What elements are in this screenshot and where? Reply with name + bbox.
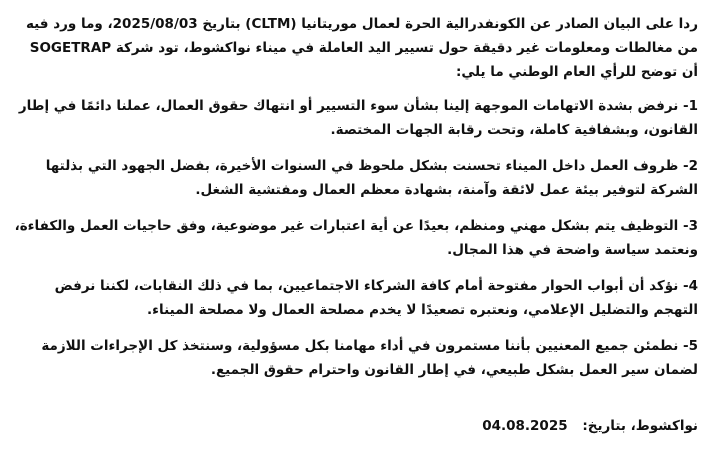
statement-point-3: 3- التوظيف يتم بشكل مهني ومنظم، بعيدًا عن أية اعتبارات غير موضوعية، وفق حاجيات العمل والكفاءة، ونعتمد سياسة واضحة في هذا المجال. bbox=[14, 218, 698, 258]
statement-intro: ردا على البيان الصادر عن الكونفدرالية الحرة لعمال موريتانيا (CLTM) بتاريخ 2025/08/03، وما ورد فيه من مغالطات ومعلومات غير دقيقة حول تسيير اليد العاملة في ميناء نواكشوط، تود شركة SOGETRAP أن توضح للرأي العام الوطني ما يلي: bbox=[25, 16, 698, 80]
statement-footer bbox=[482, 418, 698, 434]
place-and-date-label: نواكشوط، بتاريخ: bbox=[582, 418, 698, 434]
statement-document bbox=[14, 12, 698, 394]
statement-point-1: 1- نرفض بشدة الاتهامات الموجهة إلينا بشأن سوء التسيير أو انتهاك حقوق العمال، عملنا دائمًا في إطار القانون، وبشفافية كاملة، وتحت رقابة الجهات المختصة. bbox=[18, 98, 698, 138]
statement-point-5: 5- نطمئن جميع المعنيين بأننا مستمرون في أداء مهامنا بكل مسؤولية، وسنتخذ كل الإجراءات اللازمة لضمان سير العمل بشكل طبيعي، في إطار القانون واحترام حقوق الجميع. bbox=[41, 338, 698, 378]
statement-point-2: 2- ظروف العمل داخل الميناء تحسنت بشكل ملحوظ في السنوات الأخيرة، بفضل الجهود التي بذلتها الشركة لتوفير بيئة عمل لائقة وآمنة، بشهادة معظم العمال ومفتشية الشغل. bbox=[45, 158, 698, 198]
statement-date: 04.08.2025 bbox=[482, 418, 568, 434]
statement-point-4: 4- نؤكد أن أبواب الحوار مفتوحة أمام كافة الشركاء الاجتماعيين، بما في ذلك النقابات، لكننا نرفض التهجم والتضليل الإعلامي، ونعتبره تصعيدًا لا يخدم مصلحة العمال ولا مصلحة الميناء. bbox=[54, 278, 698, 318]
